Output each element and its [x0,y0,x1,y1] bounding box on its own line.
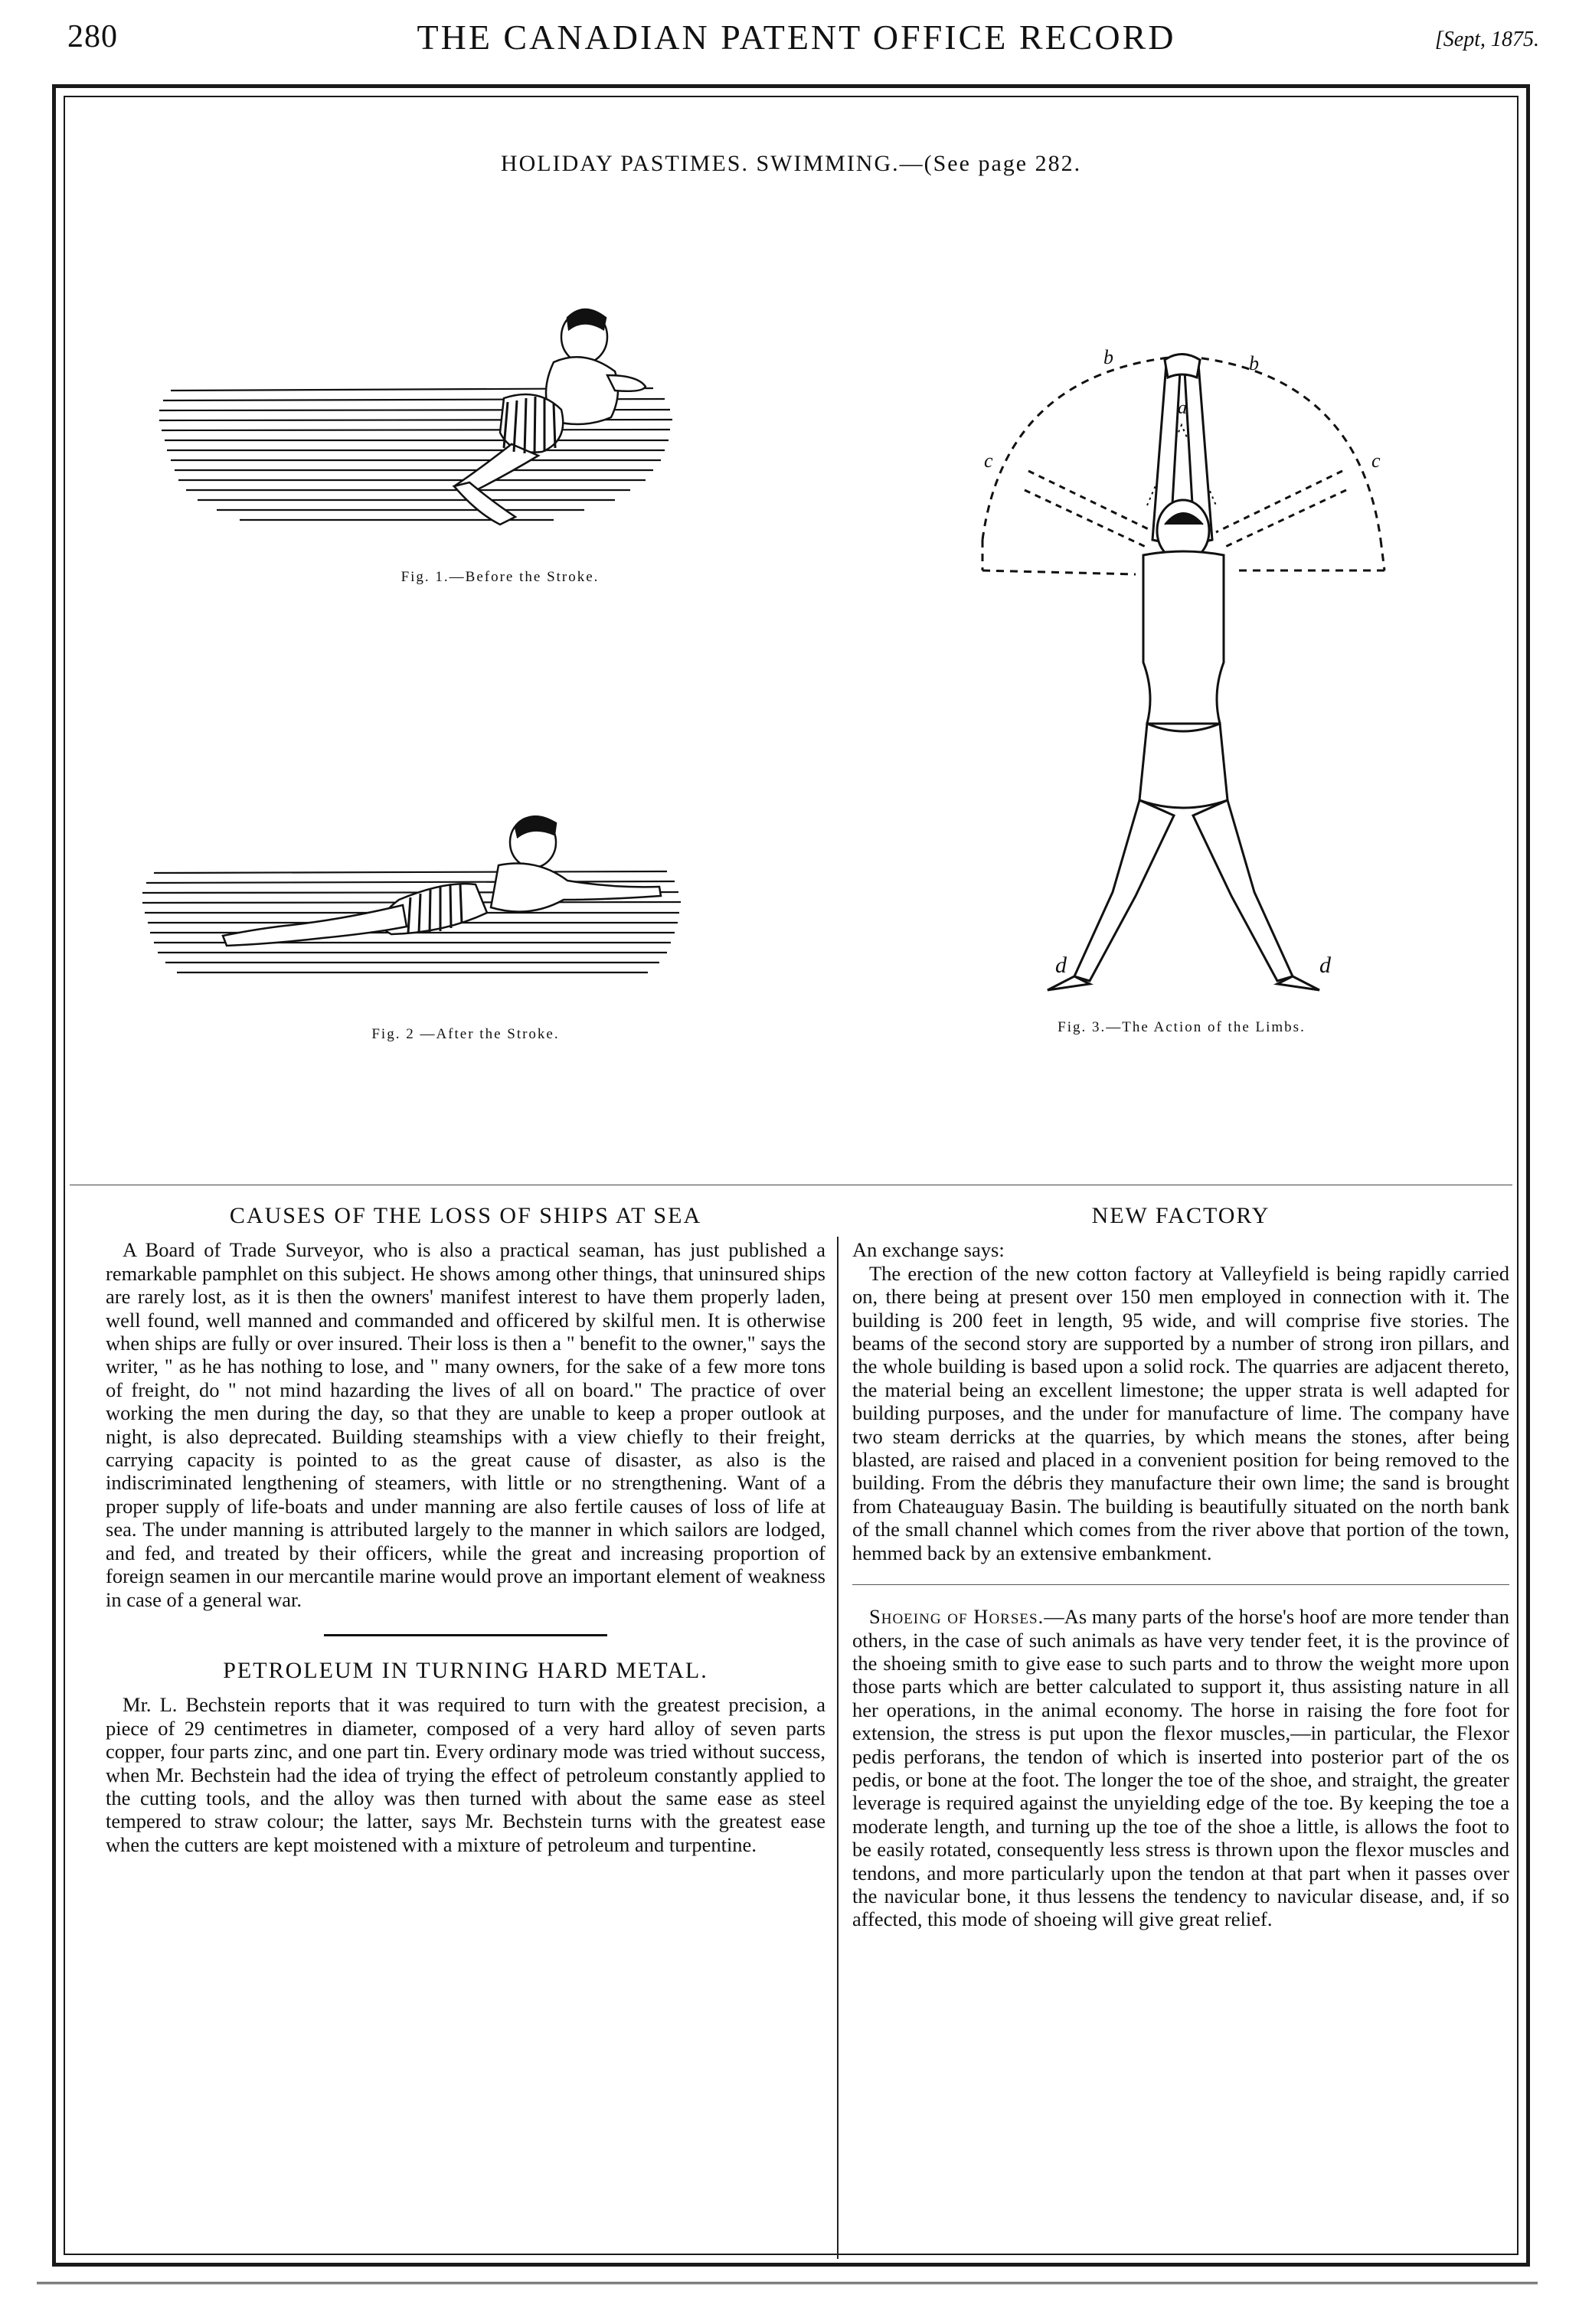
fig3-label-b-right: b [1249,352,1259,374]
article-text-shoeing: —As many parts of the horse's hoof are more tender than others, in the case of such animals as have very tender feet, it is the province of the shoeing smith to give ease to such parts and to throw the weight more upon those parts which are better calculated to support it, thus assisting nature in all her operations, in the animal economy. The horse in raising the fore foot for extension, the stress is put upon the flexor muscles,—in particular, the Flexor pedis perforans, the tendon of which is inserted into posterior part of the os pedis, or bone at the foot. The longer the toe of the shoe, and straight, the greater leverage is required against the unyielding edge of the toe. By keeping the toe a moderate length, and turning up the toe of the shoe a little, is allows the foot to be easily rotated, consequently less stress is thrown upon the flexor muscles and tendons, and more particularly upon the tendon at that part when it passes over the navicular bone, it thus lessens the tendency to navicular disease, and, if so affected, this mode of shoeing will give great relief. [852,1605,1509,1931]
issue-date: [Sept, 1875. [1434,28,1539,51]
article-body-petroleum: Mr. L. Bechstein reports that it was required to turn with the greatest precision, a piece of 29 centimetres in diameter, composed of a very hard alloy of seven parts copper, four parts zinc, and one part tin. Every ordinary mode was tried without success, when Mr. Bechstein had the idea of trying the effect of petroleum constantly applied to the cutting tools, and the alloy was then turned with about the same ease as steel tempered to straw colour; the latter, says Mr. Bechstein turns with the greatest ease when the cutters are kept moistened with a mixture of petroleum and turpentine. [106,1693,825,1856]
fig2-swimmer-illustration [139,735,686,1011]
fig3-label-c-left: c [984,449,993,472]
article-lead-shoeing: Shoeing of Horses. [869,1605,1044,1629]
article-body-new-factory: The erection of the new cotton factory at Valleyfield is being rapidly carried on, there being at present over 150 men employed in connection with it. The building is 200 feet in length, 95 wide, and will comprise five stories. The beams of the second story are supported by a number of strong iron pillars, and the whole building is based upon a solid rock. The quarries are adjacent thereto, the material being an excellent limestone; the upper strata is well adapted for building purposes, and the under for manufacture of lime. The company have two steam derricks at the quarries, by which means the stones, after being blasted, are raised and placed in a convenient position for being removed to the building. From the débris they manufacture their own lime; the sand is brought from Chateauguay Basin. The building is beautifully situated on the north bank of the small channel which comes from the river above that portion of the town, hemmed back by an extensive embankment. [852,1261,1509,1564]
column-rule [837,1237,839,2259]
fig1-caption: Fig. 1.—Before the Stroke. [400,569,600,585]
bottom-rule [37,2282,1538,2284]
article-intro-new-factory: An exchange says: [852,1238,1005,1262]
fig3-label-a: a [1178,398,1187,418]
illustration-heading: HOLIDAY PASTIMES. SWIMMING.—(See page 282. [500,151,1082,176]
article-body-ship-losses: A Board of Trade Surveyor, who is also a practical seaman, has just published a remarkable pamphlet on this subject. He shows among other things, that uninsured ships are rarely lost, as it is then the owners' manifest interest to have them properly laden, well found, well manned and commanded and officered by skilful men. It is otherwise when ships are fully or over insured. Their loss is then a " benefit to the owner," says the writer, " as he has nothing to lose, and " many owners, for the sake of a few more tons of freight, do " not mind hazarding the lives of all on board." The practice of over working the men during the day, so that they are unable to keep a proper outlook at night, is also deprecated. Building steamships with a view chiefly to their freight, carrying capacity is pointed to as the great cause of disaster, as also is the indiscriminated lengthening of steamers, with little or no strengthening. Want of a proper supply of life-boats and under manning are also fertile causes of loss of life at sea. The under manning is attributed largely to the manner in which sailors are lodged, and fed, and treated by their officers, while the great and increasing proportion of foreign seamen in our mercantile marine would prove an important element of weakness in case of a general war. [106,1238,825,1611]
fig3-label-d-right: d [1319,953,1331,978]
journal-title: THE CANADIAN PATENT OFFICE RECORD [417,18,1176,57]
article-title-petroleum: PETROLEUM IN TURNING HARD METAL. [223,1657,708,1683]
right-column [852,1204,1509,1931]
page-frame [52,84,1530,2267]
running-head [54,14,1539,67]
fig3-label-d-left: d [1055,953,1067,978]
fig2-caption: Fig. 2 —After the Stroke. [371,1026,560,1042]
fig3-label-c-right: c [1371,449,1381,472]
fig3-label-b-left: b [1103,346,1113,368]
article-title-ship-losses: CAUSES OF THE LOSS OF SHIPS AT SEA [229,1203,702,1228]
article-divider [324,1634,607,1636]
fig1-swimmer-illustration [155,295,684,555]
fig3-caption: Fig. 3.—The Action of the Limbs. [1058,1019,1306,1035]
fig3-limbs-diagram [883,341,1480,1007]
article-title-new-factory: NEW FACTORY [1091,1203,1270,1228]
article-divider [852,1584,1509,1585]
article-body-shoeing [852,1605,1509,1931]
left-column [106,1204,825,1856]
page-number: 280 [67,19,118,54]
